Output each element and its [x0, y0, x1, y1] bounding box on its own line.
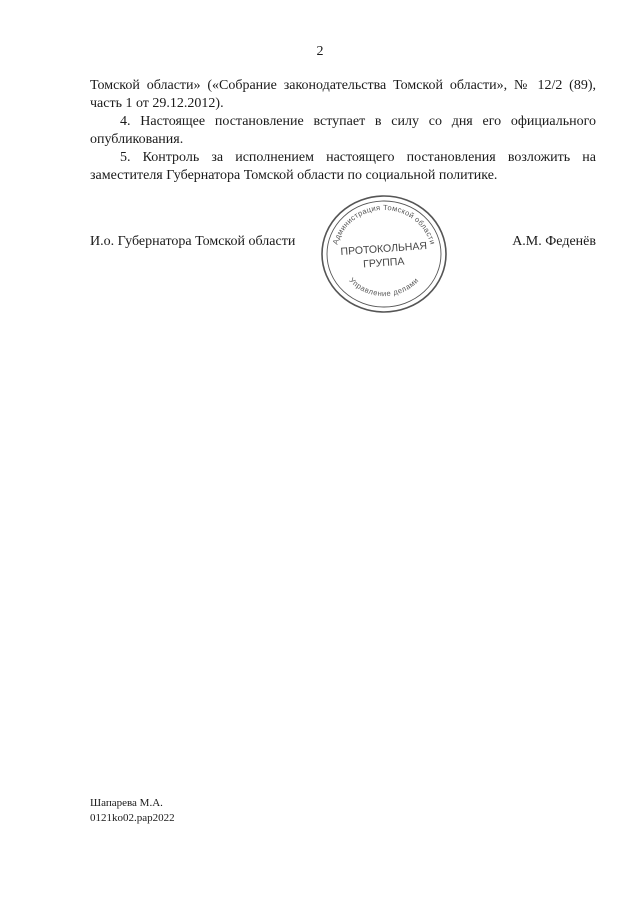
stamp-ring-top-text: Администрация Томской области [330, 202, 438, 246]
executor-name: Шапарева М.А. [90, 797, 163, 809]
paragraph-item-4: 4. Настоящее постановление вступает в силу со дня его официального опубликования. [90, 114, 596, 147]
svg-text:Администрация Томской области [331, 203, 438, 246]
stamp-ring-bottom-text: Управление делами [347, 275, 421, 299]
signatory-name: А.М. Феденёв [512, 234, 596, 249]
stamp-center-line2: ГРУППА [362, 255, 405, 271]
file-code: 0121ko02.pap2022 [90, 812, 175, 824]
signatory-position: И.о. Губернатора Томской области [90, 234, 296, 249]
document-body [90, 77, 596, 185]
executor-footer [90, 796, 175, 826]
paragraph-item-5: 5. Контроль за исполнением настоящего постановления возложить на заместителя Губернатора Томской области по социальной политике. [90, 150, 596, 183]
protocol-group-stamp [318, 192, 450, 316]
svg-text:Управление делами [347, 276, 420, 298]
stamp-center-line1: ПРОТОКОЛЬНАЯ [340, 240, 428, 259]
page-number: 2 [316, 44, 324, 59]
paragraph-continuation: Томской области» («Собрание законодательства Томской области», № 12/2 (89), часть 1 от 29.12.2012). [90, 78, 596, 111]
